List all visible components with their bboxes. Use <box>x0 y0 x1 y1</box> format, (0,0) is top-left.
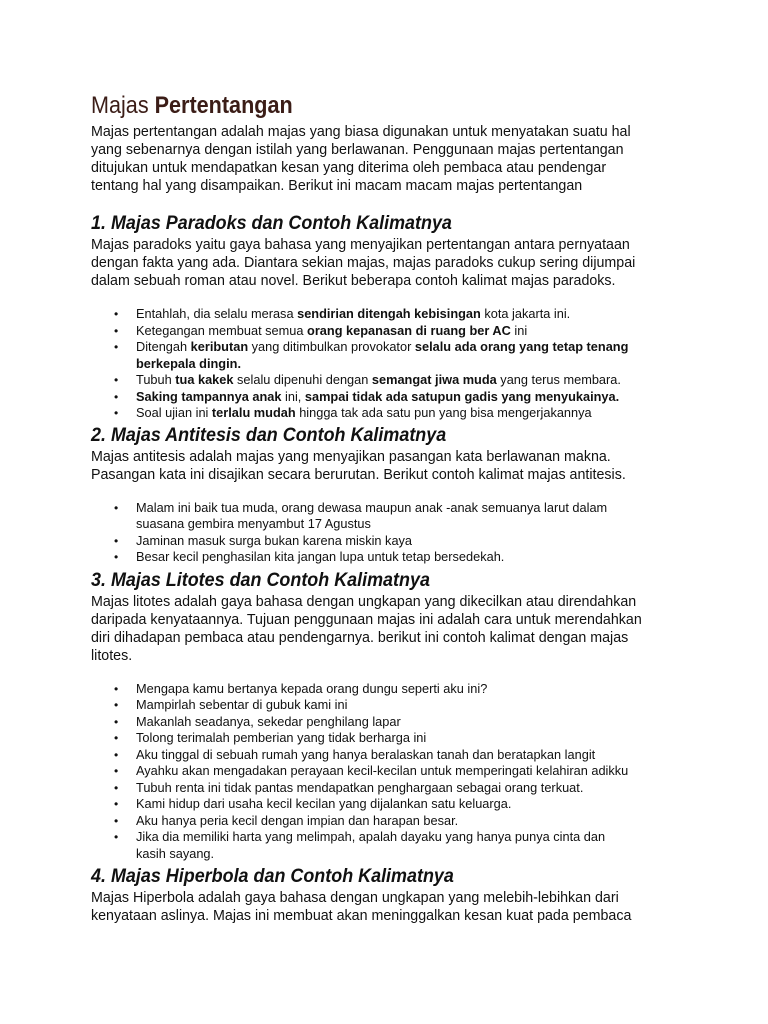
list-item-line <box>136 339 681 356</box>
section-heading: 4. Majas Hiperbola dan Contoh Kalimatnya <box>91 865 454 887</box>
emphasis-text: terlalu mudah <box>211 405 296 420</box>
list-item <box>91 780 691 797</box>
intro-paragraph <box>91 123 691 195</box>
section-heading: 3. Majas Litotes dan Contoh Kalimatnya <box>91 568 430 591</box>
item-text: Jika dia memiliki harta yang melimpah, apalah dayaku yang hanya punya cinta dan <box>136 829 606 844</box>
bullet-icon: • <box>114 406 119 420</box>
list-item-line <box>136 829 681 846</box>
list-item <box>91 681 691 698</box>
section <box>91 569 691 863</box>
paragraph-line: litotes. <box>91 647 133 664</box>
bullet-icon: • <box>114 813 119 828</box>
intro-line: yang sebenarnya dengan istilah yang berlawanan. Penggunaan majas pertentangan <box>91 142 624 158</box>
list-item-line <box>136 306 681 323</box>
emphasis-text: sampai tidak ada satupun gadis yang menyukainya. <box>304 388 620 404</box>
paragraph-line: Majas antitesis adalah majas yang menyajikan pasangan kata berlawanan makna. <box>91 448 611 465</box>
list-item <box>91 500 691 533</box>
bullet-icon: • <box>114 340 119 354</box>
sections <box>91 212 691 925</box>
section-heading: 2. Majas Antitesis dan Contoh Kalimatnya <box>91 423 447 446</box>
list-item <box>91 306 691 323</box>
emphasis-text: orang kepanasan di ruang ber AC <box>307 322 511 338</box>
section <box>91 424 691 566</box>
item-text: suasana gembira menyambut 17 Agustus <box>136 516 371 531</box>
list-item-line <box>136 405 681 422</box>
title-light: Majas <box>91 92 149 119</box>
section <box>91 212 691 422</box>
intro-line: Majas pertentangan adalah majas yang biasa digunakan untuk menyatakan suatu hal <box>91 124 631 140</box>
section-heading: 1. Majas Paradoks dan Contoh Kalimatnya <box>91 212 452 234</box>
bullet-icon: • <box>114 373 119 387</box>
list-item <box>91 796 691 813</box>
paragraph-line: Majas Hiperbola adalah gaya bahasa dengan ungkapan yang melebih-lebihkan dari <box>91 890 619 906</box>
item-text: Entahlah, dia selalu merasa <box>136 306 298 321</box>
list-item-line <box>136 389 681 406</box>
section-paragraph <box>91 889 691 925</box>
bullet-icon: • <box>114 698 119 712</box>
bullet-icon: • <box>114 797 119 811</box>
list-item <box>91 714 691 731</box>
paragraph-line: diri dihadapan pembaca atau pendengarnya. berikut ini contoh kalimat dengan majas <box>91 629 629 646</box>
list-item-line <box>136 323 681 340</box>
list-item-line <box>136 533 681 550</box>
list-item-line <box>136 549 681 566</box>
list-item-line <box>136 516 681 533</box>
list-item-line <box>136 356 681 373</box>
list-item <box>91 763 691 780</box>
item-text: Aku tinggal di sebuah rumah yang hanya beralaskan tanah dan beratapkan langit <box>136 746 596 762</box>
item-text: kota jakarta ini. <box>480 306 571 321</box>
emphasis-text: berkepala dingin. <box>136 355 241 371</box>
list-item <box>91 747 691 764</box>
list-item-line <box>136 714 681 731</box>
list-item-line <box>136 372 681 389</box>
bullet-icon: • <box>114 830 119 844</box>
emphasis-text: keributan <box>190 339 249 354</box>
list-item <box>91 389 691 406</box>
item-text: Tolong terimalah pemberian yang tidak berharga ini <box>136 730 427 745</box>
list-item <box>91 372 691 389</box>
list-item-line <box>136 500 681 517</box>
example-list <box>91 681 691 863</box>
paragraph-line: Pasangan kata ini disajikan secara berurutan. Berikut contoh kalimat majas antitesis. <box>91 466 626 483</box>
item-text: Kami hidup dari usaha kecil kecilan yang dijalankan satu keluarga. <box>136 796 512 811</box>
paragraph-line: daripada kenyataannya. Tujuan penggunaan majas ini adalah cara untuk merendahkan <box>91 611 642 628</box>
bullet-icon: • <box>114 323 119 338</box>
section-paragraph <box>91 448 691 484</box>
list-item-line <box>136 730 681 747</box>
item-text: Besar kecil penghasilan kita jangan lupa untuk tetap bersedekah. <box>136 549 505 564</box>
bullet-icon: • <box>114 747 119 762</box>
item-text: Aku hanya peria kecil dengan impian dan harapan besar. <box>136 812 459 828</box>
list-item-line <box>136 813 681 830</box>
item-text: Ketegangan membuat semua <box>136 322 308 338</box>
list-item <box>91 730 691 747</box>
item-text: Mengapa kamu bertanya kepada orang dungu seperti aku ini? <box>136 680 488 696</box>
item-text: selalu dipenuhi dengan <box>233 372 372 387</box>
paragraph-line: dengan fakta yang ada. Diantara sekian majas, majas paradoks cukup sering dijumpai <box>91 255 636 271</box>
item-text: Jaminan masuk surga bukan karena miskin kaya <box>136 532 413 548</box>
emphasis-text: semangat jiwa muda <box>371 372 497 387</box>
list-item-line <box>136 681 681 698</box>
bullet-icon: • <box>114 389 119 404</box>
item-text: yang terus membara. <box>496 372 621 387</box>
item-text: Ayahku akan mengadakan perayaan kecil-kecilan untuk memperingati kelahiran adikku <box>136 763 629 778</box>
bullet-icon: • <box>114 714 119 729</box>
item-text: Ditengah <box>136 339 191 354</box>
emphasis-text: Saking tampannya anak <box>136 388 282 404</box>
list-item-line <box>136 780 681 797</box>
item-text: ini <box>510 322 528 338</box>
list-item-line <box>136 796 681 813</box>
list-item-line <box>136 697 681 714</box>
item-text: yang ditimbulkan provokator <box>248 339 415 354</box>
item-text: Makanlah seadanya, sekedar penghilang lapar <box>136 713 401 729</box>
emphasis-text: tua kakek <box>175 372 234 387</box>
intro-line: ditujukan untuk mendapatkan kesan yang diterima oleh pembaca atau pendengar <box>91 160 607 176</box>
title-bold: Pertentangan <box>154 92 293 119</box>
list-item <box>91 323 691 340</box>
list-item <box>91 829 691 862</box>
list-item-line <box>136 846 681 863</box>
page-title <box>91 93 631 119</box>
list-item <box>91 405 691 422</box>
section-paragraph <box>91 593 691 665</box>
paragraph-line: Majas litotes adalah gaya bahasa dengan ungkapan yang dikecilkan atau direndahkan <box>91 593 637 610</box>
bullet-icon: • <box>114 681 119 696</box>
list-item <box>91 533 691 550</box>
bullet-icon: • <box>114 500 119 515</box>
item-text: Tubuh renta ini tidak pantas mendapatkan penghargaan sebagai orang terkuat. <box>136 779 584 795</box>
bullet-icon: • <box>114 731 119 745</box>
item-text: Mampirlah sebentar di gubuk kami ini <box>136 697 348 712</box>
item-text: kasih sayang. <box>136 845 215 861</box>
item-text: Soal ujian ini <box>136 405 212 420</box>
bullet-icon: • <box>114 764 119 778</box>
list-item-line <box>136 763 681 780</box>
item-text: Malam ini baik tua muda, orang dewasa maupun anak -anak semuanya larut dalam <box>136 499 608 515</box>
item-text: Tubuh <box>136 372 176 387</box>
list-item <box>91 339 691 372</box>
list-item <box>91 697 691 714</box>
list-item <box>91 549 691 566</box>
item-text: ini, <box>281 388 305 404</box>
example-list <box>91 306 691 422</box>
paragraph-line: kenyataan aslinya. Majas ini membuat akan meninggalkan kesan kuat pada pembaca <box>91 908 632 924</box>
section <box>91 865 691 925</box>
bullet-icon: • <box>114 550 119 564</box>
emphasis-text: sendirian ditengah kebisingan <box>297 306 481 321</box>
list-item <box>91 813 691 830</box>
bullet-icon: • <box>114 533 119 548</box>
example-list <box>91 500 691 566</box>
list-item-line <box>136 747 681 764</box>
paragraph-line: Majas paradoks yaitu gaya bahasa yang menyajikan pertentangan antara pernyataan <box>91 237 630 253</box>
intro-line: tentang hal yang disampaikan. Berikut ini macam macam majas pertentangan <box>91 178 583 194</box>
section-paragraph <box>91 236 691 290</box>
paragraph-line: dalam sebuah roman atau novel. Berikut beberapa contoh kalimat majas paradoks. <box>91 273 616 289</box>
emphasis-text: selalu ada orang yang tetap tenang <box>414 339 629 354</box>
bullet-icon: • <box>114 307 119 321</box>
document-content <box>91 93 691 925</box>
bullet-icon: • <box>114 780 119 795</box>
item-text: hingga tak ada satu pun yang bisa mengerjakannya <box>295 405 592 420</box>
